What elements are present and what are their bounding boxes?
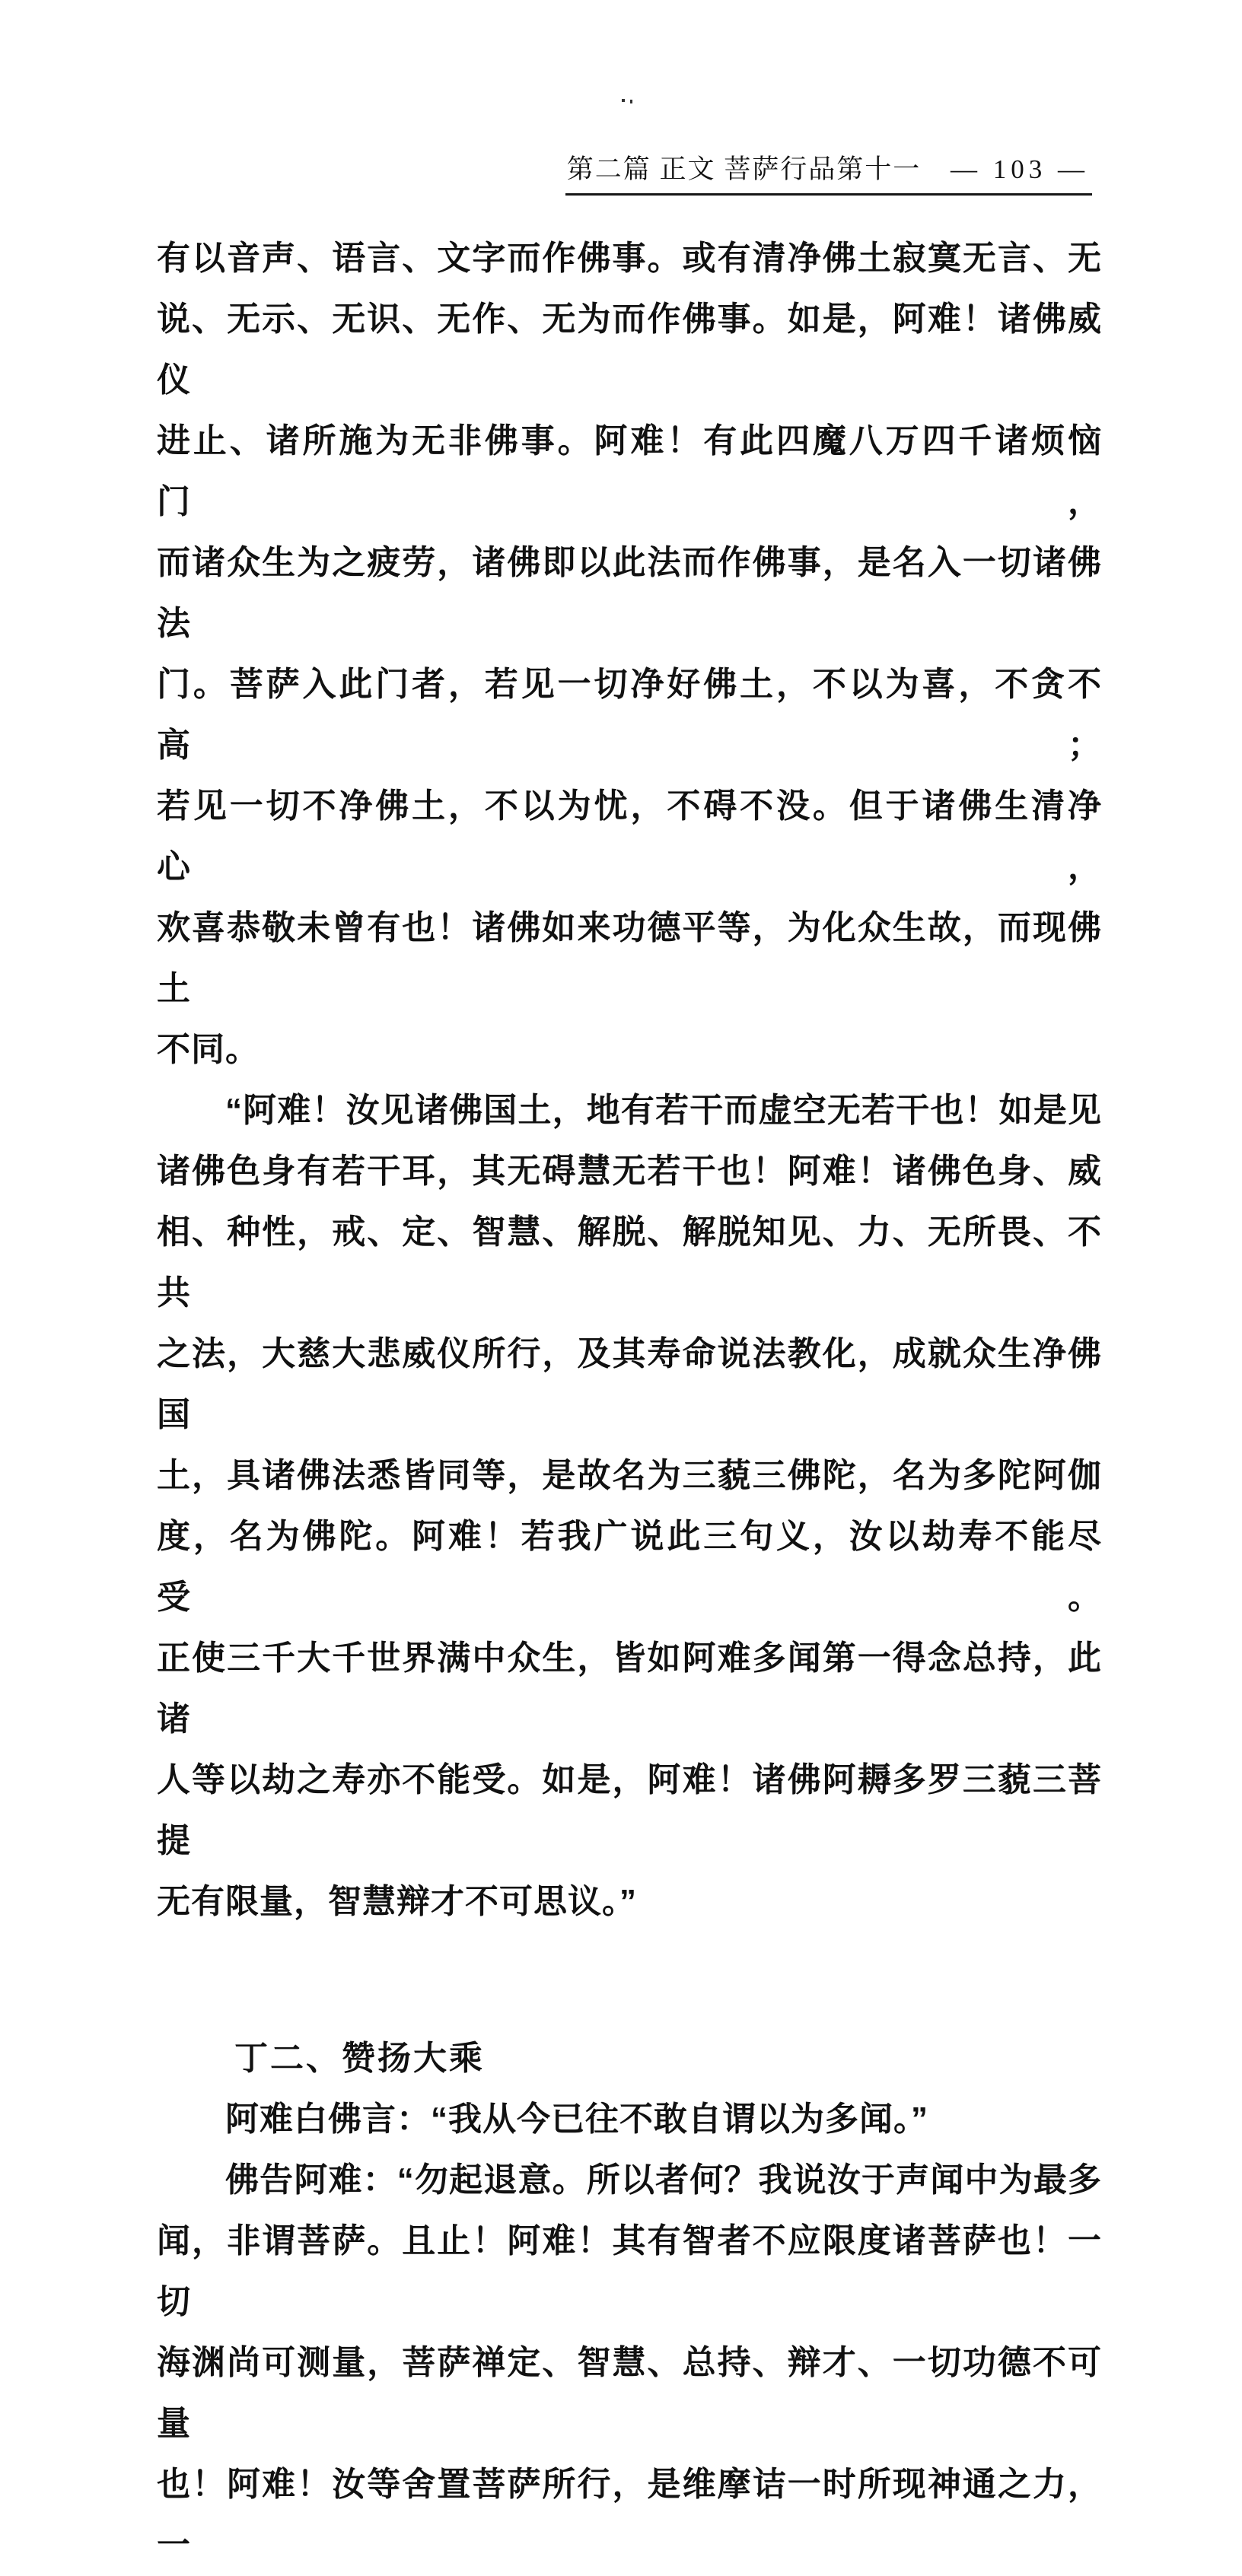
body-text-line: 土，具诸佛法悉皆同等，是故名为三藐三佛陀，名为多陀阿伽 [157,1457,1102,1494]
chapter-title: 第二篇 正文 菩萨行品第十一 [566,154,922,184]
body-text-line: 之法，大慈大悲威仪所行，及其寿命说法教化，成就众生净佛国 [157,1335,1102,1433]
body-text-line: 而诸众生为之疲劳，诸佛即以此法而作佛事，是名入一切诸佛法 [157,544,1102,642]
body-text-line: 欢喜恭敬未曾有也！诸佛如来功德平等，为化众生故，而现佛土 [157,909,1102,1007]
running-header [565,154,1092,196]
body-text-line: 相、种性，戒、定、智慧、解脱、解脱知见、力、无所畏、不共 [157,1213,1102,1312]
scan-artifact-dot [630,100,632,103]
body-text-line: 海渊尚可测量，菩萨禅定、智慧、总持、辩才、一切功德不可量 [157,2344,1102,2442]
body-text-line: 闻，非谓菩萨。且止！阿难！其有智者不应限度诸菩萨也！一切 [157,2222,1102,2320]
body-text [157,228,1102,2576]
running-header-rule [565,154,1092,196]
body-text-line: 若见一切不净佛土，不以为忧，不碍不没。但于诸佛生清净心， [157,787,1102,886]
body-text-line: 也！阿难！汝等舍置菩萨所行，是维摩诘一时所现神通之力，一 [157,2466,1102,2564]
body-text-line: 佛告阿难：“勿起退意。所以者何？我说汝于声闻中为最多 [225,2161,1102,2199]
body-text-line: 诸佛色身有若干耳，其无碍慧无若干也！阿难！诸佛色身、威 [157,1153,1102,1190]
body-text-line: 门。菩萨入此门者，若见一切净好佛土，不以为喜，不贪不高； [157,666,1102,764]
body-text-line: 人等以劫之寿亦不能受。如是，阿难！诸佛阿耨多罗三藐三菩提 [157,1761,1102,1859]
body-text-line: 进止、诸所施为无非佛事。阿难！有此四魔八万四千诸烦恼门， [157,422,1102,520]
body-text-line: 说、无示、无识、无作、无为而作佛事。如是，阿难！诸佛威仪 [157,301,1102,399]
scan-artifact-dot [622,99,625,102]
section-heading: 丁二、赞扬大乘 [234,2040,485,2077]
page-number: — 103 — [951,154,1089,184]
body-text-line: “阿难！汝见诸佛国土，地有若干而虚空无若干也！如是见 [225,1092,1102,1129]
body-text-line: 不同。 [157,1031,260,1068]
body-text-line: 度，名为佛陀。阿难！若我广说此三句义，汝以劫寿不能尽受。 [157,1518,1102,1616]
body-text-line: 有以音声、语言、文字而作佛事。或有清净佛土寂寞无言、无 [157,240,1102,277]
body-text-line: 无有限量，智慧辩才不可思议。” [157,1883,637,1920]
body-text-line: 阿难白佛言：“我从今已往不敢自谓以为多闻。” [225,2101,928,2138]
body-text-line: 正使三千大千世界满中众生，皆如阿难多闻第一得念总持，此诸 [157,1639,1102,1738]
